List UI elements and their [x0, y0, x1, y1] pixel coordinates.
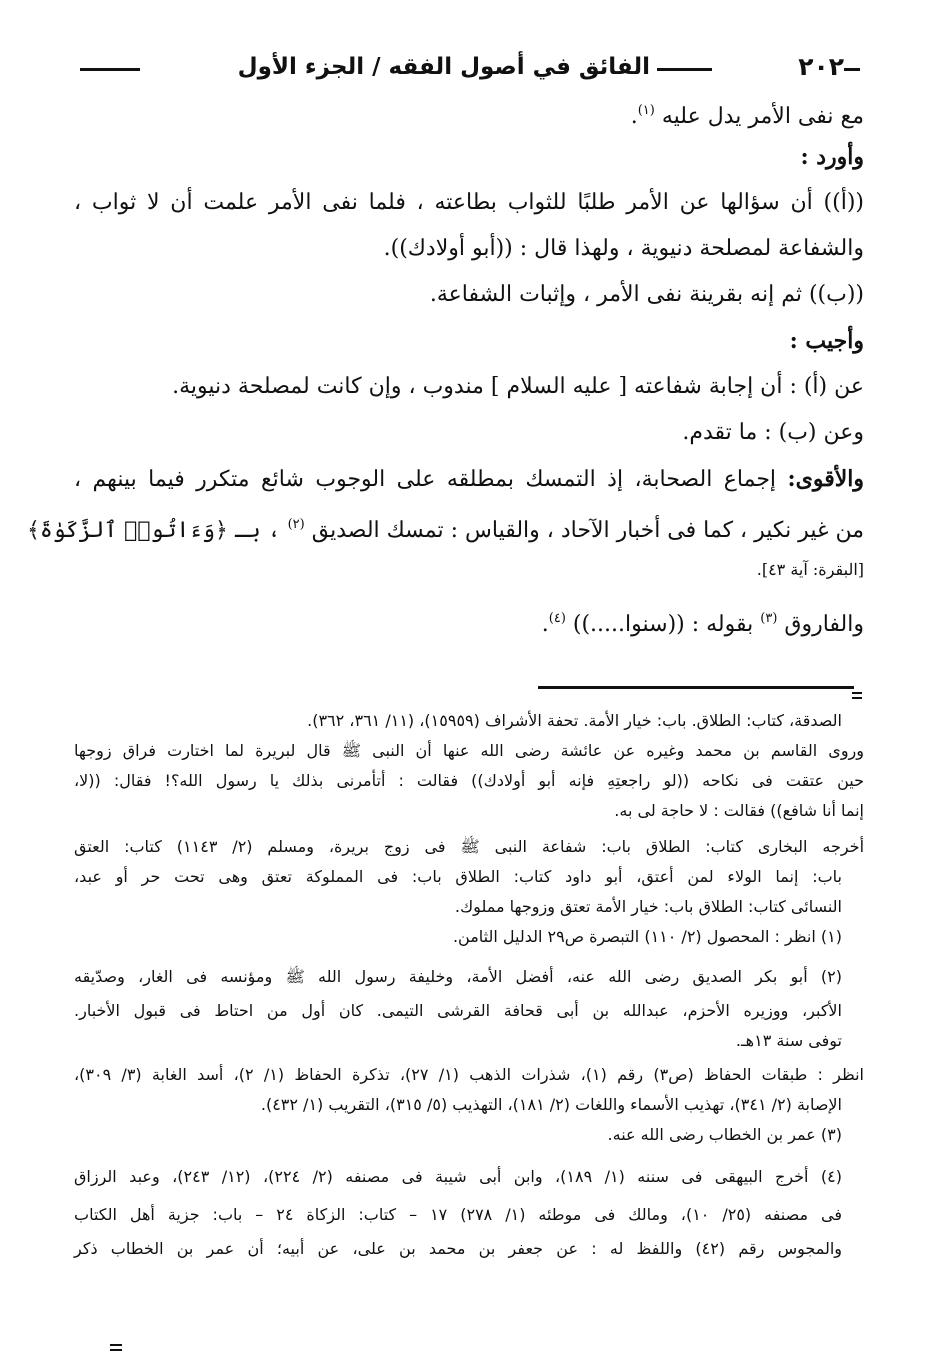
text-line: والأقوى: إجماع الصحابة، إذ التمسك بمطلقه على الوجوب شائع متكرر فيما بينهم ،: [74, 466, 864, 492]
separator-mark: [852, 692, 862, 694]
text-line: وعن (ب) : ما تقدم.: [682, 420, 864, 445]
footnote-line: باب: إنما الولاء لمن أعتق، أبو داود كتاب: الطلاق باب: فى المملوكة تعتق وهى تحت حر أو عبد،: [74, 867, 842, 886]
footnote-line: (٤) أخرج البيهقى فى سننه (١/ ١٨٩)، وابن أبى شيبة فى مصنفه (٢/ ٢٢٤)، (١٢/ ٢٤٣)، وعبد الرزاق: [74, 1167, 842, 1186]
text-line: من غير نكير ، كما فى أخبار الآحاد ، والقياس : تمسك الصديق $^{(٢)}$ ، بـ ﴿وَءَاتُوا۟ ٱلزَّكَوٰةَ﴾: [26, 517, 864, 543]
header-rule: [657, 68, 712, 71]
footnote-ref[interactable]: (٤): [548, 611, 566, 626]
header-rule: [844, 68, 860, 71]
text-line: مع نفى الأمر يدل عليه $^{(١)}$.: [630, 103, 864, 129]
footnote-line: (٣) عمر بن الخطاب رضى الله عنه.: [607, 1125, 842, 1144]
text-line: عن (أ) : أن إجابة شفاعته [ عليه السلام ] مندوب ، وإن كانت لمصلحة دنيوية.: [172, 374, 864, 399]
footnote-line: إنما أنا شافع)) فقالت : لا حاجة لى به.: [614, 801, 864, 820]
text-line: ((ب)) ثم إنه بقرينة نفى الأمر ، وإثبات الشفاعة.: [429, 282, 864, 307]
footnote-ref[interactable]: (٣): [760, 611, 778, 626]
heading-line: وأجيب :: [789, 328, 864, 354]
text-line: ((أ)) أن سؤالها عن الأمر طلبًا للثواب بطاعته ، فلما نفى الأمر علمت أن لا ثواب ،: [74, 190, 864, 215]
footnote-separator: [538, 686, 854, 689]
heading-line: وأورد :: [800, 144, 864, 170]
footnote-line: حين عتقت فى نكاحه ((لو راجعتِهِ فإنه أبو أولادك)) فقالت : أتأمرنى بذلك يا رسول الله؟! فقال: ((لا،: [74, 771, 864, 790]
footnote-line: انظر : طبقات الحفاظ (ص٣) رقم (١)، شذرات الذهب (١/ ٢٧)، تذكرة الحفاظ (١/ ٢)، أسد الغابة (٣/ ٣٠٩)،: [74, 1065, 864, 1084]
footnote-line: الصدقة، كتاب: الطلاق. باب: خيار الأمة. تحفة الأشراف (١٥٩٥٩)، (١١/ ٣٦١، ٣٦٢).: [307, 711, 842, 730]
footnote-line: (١) انظر : المحصول (٢/ ١١٠) التبصرة ص٢٩ الدليل الثامن.: [452, 927, 842, 946]
footnote-ref[interactable]: (١): [637, 103, 655, 118]
footnote-line: فى مصنفه (٢٥/ ١٠)، ومالك فى موطئه (١/ ٢٧٨) ١٧ – كتاب: الزكاة ٢٤ – باب: جزية أهل الكتاب: [74, 1205, 843, 1224]
text-line: والفاروق $^{(٣)}$ بقوله : ((سنوا.....)) $^{(٤)}$.: [541, 611, 864, 637]
continuation-mark: [110, 1344, 122, 1346]
header-rule: [80, 68, 140, 71]
footnote-line: توفى سنة ١٣هـ.: [735, 1031, 842, 1050]
footnote-line: أخرجه البخارى كتاب: الطلاق باب: شفاعة النبى ﷺ فى زوج بريرة، ومسلم (٢/ ١١٤٣) كتاب: العتق: [74, 837, 865, 856]
separator-mark: [852, 697, 862, 699]
running-title: الفائق في أصول الفقه / الجزء الأول: [237, 54, 650, 80]
footnote-line: النسائى كتاب: الطلاق باب: خيار الأمة تعتق وزوجها مملوك.: [454, 897, 842, 916]
footnote-line: الإصابة (٢/ ٣٤١)، تهذيب الأسماء واللغات (٢/ ١٨١)، التهذيب (٥/ ٣١٥)، التقريب (١/ ٤٣٢).: [260, 1095, 842, 1114]
footnote-ref[interactable]: (٢): [287, 517, 305, 532]
continuation-mark: [110, 1349, 122, 1351]
footnote-line: والمجوس رقم (٤٢) واللفظ له : عن جعفر بن محمد بن على، عن أبيه؛ أن عمر بن الخطاب ذكر: [74, 1239, 843, 1258]
quran-reference: [البقرة: آية ٤٣].: [756, 560, 864, 579]
footnote-line: وروى القاسم بن محمد وغيره عن عائشة رضى الله عنها أن النبى ﷺ قال لبريرة لما اختارت فراق زوجها: [74, 741, 864, 760]
text-line: والشفاعة لمصلحة دنيوية ، ولهذا قال : ((أبو أولادك)).: [383, 236, 864, 261]
page-header: [80, 50, 860, 90]
footnote-line: (٢) أبو بكر الصديق رضى الله عنه، أفضل الأمة، وخليفة رسول الله ﷺ ومؤنسه فى الغار، وصدّيقه: [74, 967, 842, 986]
footnote-line: الأكبر، ووزيره الأحزم، عبدالله بن أبى قحافة القرشى التيمى. كان أول من احتاط فى قبول الأخبار.: [74, 1001, 842, 1020]
page-number: ٢٠٢: [798, 52, 844, 81]
